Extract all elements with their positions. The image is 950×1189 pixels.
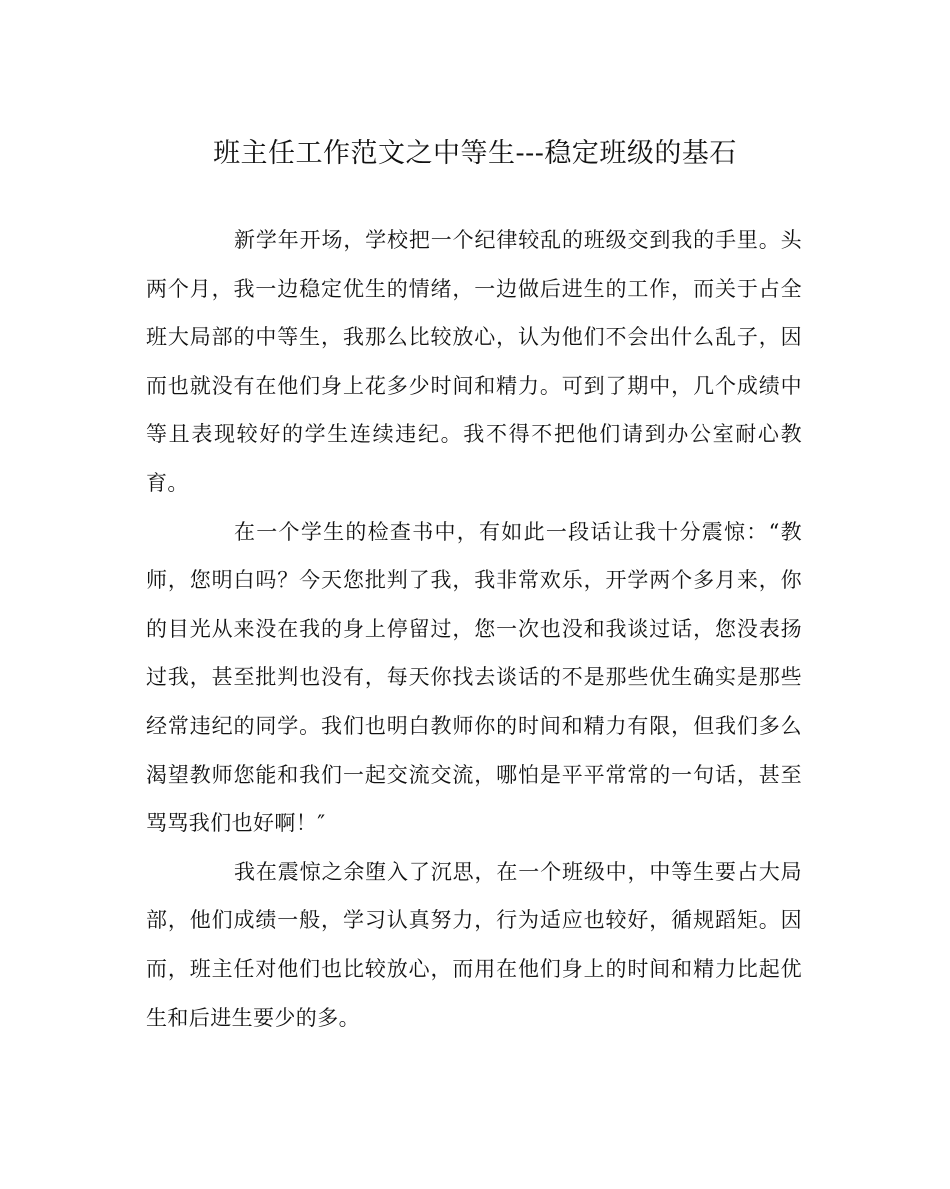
document-title: 班主任工作范文之中等生---稳定班级的基石 — [213, 138, 737, 169]
paragraph-1: 新学年开场，学校把一个纪律较乱的班级交到我的手里。头两个月，我一边稳定优生的情绪，一边做后进生的工作，而关于占全班大局部的中等生，我那么比较放心，认为他们不会出什么乱子，因而也就没有在他们身上花多少时间和精力。可到了期中，几个成绩中等且表现较好的学生连续违纪。我不得不把他们请到办公室耐心教育。 — [146, 228, 802, 495]
document-body — [146, 216, 802, 1042]
paragraph-2: 在一个学生的检查书中，有如此一段话让我十分震惊：“教师，您明白吗？今天您批判了我，我非常欢乐，开学两个多月来，你的目光从来没在我的身上停留过，您一次也没和我谈过话，您没表扬过我，甚至批判也没有，每天你找去谈话的不是那些优生确实是那些经常违纪的同学。我们也明白教师你的时间和精力有限，但我们多么渴望教师您能和我们一起交流交流，哪怕是平平常常的一句话，甚至骂骂我们也好啊！″ — [146, 519, 802, 836]
paragraph-3: 我在震惊之余堕入了沉思，在一个班级中，中等生要占大局部，他们成绩一般，学习认真努力，行为适应也较好，循规蹈矩。因而，班主任对他们也比较放心，而用在他们身上的时间和精力比起优生和后进生要少的多。 — [146, 859, 802, 1030]
